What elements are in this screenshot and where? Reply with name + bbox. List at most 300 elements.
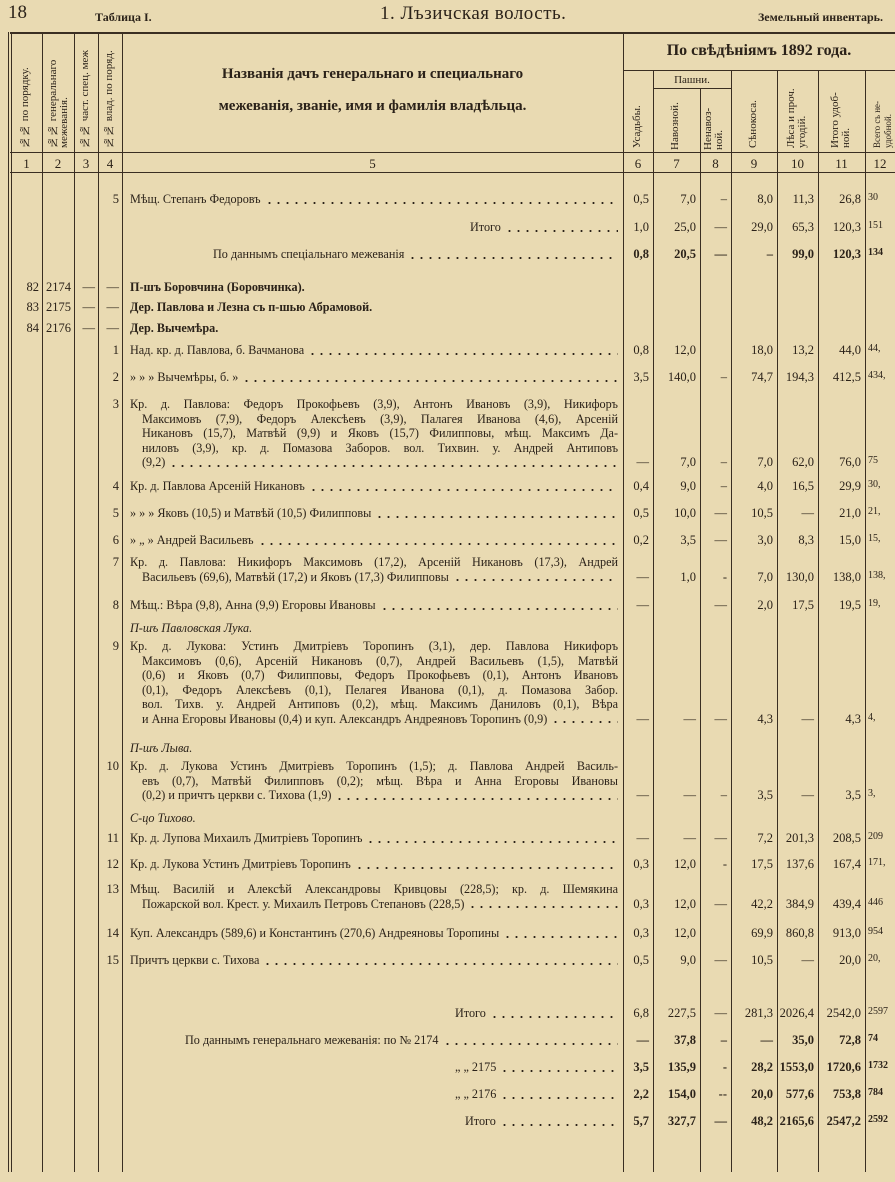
value-col12: 20, [868,953,881,964]
value-col12: 434, [868,370,886,381]
value-col8: - [722,857,727,871]
value-col11: 208,5 [832,831,861,845]
row-c1-number: 84 [26,321,39,335]
value-col6: 0,5 [633,192,649,206]
row-text-line: (0,6) и Яковъ (0,7) Филипповы, Федоръ Прокофьевъ (0,1), Антонъ Ивановъ [142,668,618,682]
dot-leader [453,572,618,582]
header-group-title: По свѣдѣніямъ 1892 года. [666,42,852,59]
row-text-line [142,897,618,912]
header-col3: №№ част. спец. меж [79,49,91,148]
row-text-line [130,343,618,358]
value-col7: 9,0 [680,953,696,967]
value-col7: 7,0 [680,455,696,469]
row-text-line [455,1006,618,1021]
value-col7: 1,0 [680,569,696,584]
value-col6: — [636,455,649,469]
row-c4-number: 11 [106,831,119,845]
value-col8: – [720,455,727,469]
row-text-line: Никановъ (15,7), Матвѣй (9,9) и Яковъ (15,7) Филипповы, мѣщ. Максимъ Да- [142,426,618,440]
value-col6: 0,5 [633,506,649,520]
row-text: Кр. д. Лупова Михаилъ Дмитріевъ Торопинъ [130,831,363,845]
value-col9: 28,2 [751,1060,773,1074]
value-col11: 913,0 [832,926,861,940]
value-col8: — [714,598,727,612]
left-border [8,32,9,1172]
value-col9: 29,0 [751,220,773,234]
value-col10: — [801,788,814,802]
value-col7: 10,0 [674,506,696,520]
row-text: Куп. Александръ (589,6) и Константинъ (270,6) Андреяновы Торопины [130,926,500,940]
row-text: По даннымъ генеральнаго межеванія: по № 2174 [185,1033,439,1047]
dot-leader [265,195,618,205]
value-col10: 130,0 [785,569,814,584]
value-col6: — [636,598,649,612]
col-divider [42,32,43,1172]
column-number: 8 [712,156,719,171]
value-col9: – [766,247,773,261]
value-col12: 209 [868,831,883,842]
row-text: „ „ 2176 [455,1087,497,1101]
value-col12: 3, [868,788,876,799]
value-col12: 30, [868,479,881,490]
dot-leader [258,536,618,546]
arable-rule [653,88,731,89]
value-col6: 0,2 [633,533,649,547]
value-col10: 65,3 [792,220,814,234]
value-col12: 30 [868,192,878,203]
header-col2: №№ генеральнаго межеванія. [47,59,70,148]
value-col9: 42,2 [751,896,773,911]
value-col11: 44,0 [839,343,861,357]
header-col4: №№ влад. по поряд. [103,50,115,148]
value-col10: 16,5 [792,479,814,493]
row-c4-number: — [106,300,119,314]
row-text-line: Кр. д. Павлова: Никифоръ Максимовъ (17,2), Арсеній Никановъ (17,3), Андрей [130,555,618,569]
row-text-line: П-шъ Павловская Лука. [130,621,253,635]
header-col12: Всего съ не- удобной. [872,100,893,148]
group-rule [623,70,895,71]
value-col11: 2542,0 [826,1006,861,1020]
row-c4-number: 1 [112,343,119,357]
row-text-line [142,788,618,803]
row-text-line: ниловъ (3,9), кр. д. Помазова Заборов. вол. Тихвин. у. Андрей Антиповъ [142,440,618,455]
row-c4-number: 3 [112,397,119,411]
value-col6: 0,3 [633,926,649,940]
row-c4-number: 10 [106,759,119,773]
dot-leader [408,250,618,260]
row-text: Над. кр. д. Павлова, б. Вачманова [130,343,305,357]
row-text-line [130,370,618,385]
table-label: Таблица I. [95,10,152,24]
row-c3-number: — [82,321,95,335]
row-c4-number: — [106,321,119,335]
row-text-line: Максимовъ (7,9), Федоръ Алексѣевъ (3,9), Палагея Иванова (4,6), Арсеній [142,411,618,426]
value-col12: 19, [868,598,881,609]
row-text: Пожарской вол. Крест. у. Михаилъ Петровъ Степановъ (228,5) [142,896,465,911]
value-col7: 9,0 [680,479,696,493]
value-col7: 135,9 [667,1060,696,1074]
value-col11: 412,5 [832,370,861,384]
col-divider [74,32,75,1172]
row-text-line: (0,1), Федоръ Алексѣевъ (0,1), Пелагея Иванова (0,1), д. Помазова Забор. [142,682,618,697]
value-col12: 171, [868,857,886,868]
row-c4-number: 4 [112,479,119,493]
value-col8: – [720,192,727,206]
value-col11: 167,4 [832,857,861,871]
dot-leader [490,1009,618,1019]
row-text-line: Мѣщ. Василій и Алексѣй Александровы Кривцовы (228,5); кр. д. Шемякина [130,882,618,896]
value-col10: 201,3 [785,831,814,845]
value-col10: 1553,0 [779,1060,814,1074]
row-c2-number: 2174 [46,280,71,294]
value-col11: 72,8 [839,1033,861,1047]
row-text: Итого [465,1114,496,1128]
header-col9: Сѣнокоса. [747,100,759,148]
value-col8: — [714,953,727,967]
value-col11: 26,8 [839,192,861,206]
value-col6: 0,8 [633,343,649,357]
value-col9: 17,5 [751,857,773,871]
value-col7: 3,5 [680,533,696,547]
row-c4-number: 9 [112,639,119,653]
row-text-line [130,926,618,941]
value-col10: 11,3 [792,192,814,206]
row-text-line [130,831,618,846]
column-number: 3 [82,156,90,171]
value-col8: -- [718,1087,727,1101]
dot-leader [355,860,618,870]
value-col12: 1732 [868,1060,888,1071]
value-col9: 7,2 [757,831,773,845]
value-col8: - [722,569,727,584]
row-text-line: евъ (0,7), Матвѣй Филипповъ (0,2); мѣщ. Вѣра и Анна Егоровы Ивановы [142,773,618,788]
value-col6: — [636,831,649,845]
row-text-line: Максимовъ (0,6), Арсеній Никановъ (0,7), Андрей Васильевъ (1,5), Матвѣй [142,653,618,668]
value-col8: — [714,1006,727,1020]
dot-leader [242,373,618,383]
row-c4-number: 14 [106,926,119,940]
dot-leader [468,899,618,909]
value-col6: — [636,788,649,802]
value-col8: — [714,533,727,547]
column-number: 12 [873,156,887,171]
header-col5-line2: межеванія, званіе, имя и фамилія владѣльца. [218,98,527,114]
value-col7: 140,0 [667,370,696,384]
value-col10: — [801,953,814,967]
row-text-line: Кр. д. Лукова Устинъ Дмитріевъ Торопинъ (1,5); д. Павлова Андрей Василь- [130,759,618,773]
column-number-rule [10,172,895,173]
value-col9: — [760,1033,773,1047]
value-col11: 4,3 [845,711,861,726]
value-col10: 384,9 [785,896,814,911]
value-col10: 137,6 [785,857,814,871]
value-col8: - [722,1060,727,1074]
value-col7: — [683,711,696,726]
dot-leader [366,834,618,844]
row-text-line: Кр. д. Павлова: Федоръ Прокофьевъ (3,9), Антонъ Ивановъ (3,9), Никифоръ [130,397,618,411]
row-text-line [130,953,618,968]
row-text: Мѣщ.: Вѣра (9,8), Анна (9,9) Егоровы Ивановы [130,598,376,612]
value-col9: 7,0 [757,569,773,584]
value-col11: 120,3 [832,247,861,261]
value-col6: 3,5 [633,1060,649,1074]
value-col9: 281,3 [744,1006,773,1020]
row-text-line: Кр. д. Лукова: Устинъ Дмитріевъ Торопинъ (3,1), дер. Павлова Никифоръ [130,639,618,653]
row-c1-number: 83 [26,300,39,314]
value-col12: 2597 [868,1006,888,1017]
volost-title: 1. Лъзичская волость. [380,3,567,24]
value-col12: 4, [868,711,876,723]
value-col10: 860,8 [785,926,814,940]
value-col8: — [714,506,727,520]
row-c1-number: 82 [26,280,39,294]
row-c4-number: 7 [112,555,119,569]
row-text-line [142,455,618,470]
value-col8: — [714,831,727,845]
value-col6: 6,8 [633,1006,649,1020]
value-col7: 20,5 [674,247,696,261]
page-number: 18 [8,2,27,23]
value-col6: — [636,711,649,726]
row-text-line: Дер. Павлова и Лезна съ п-шью Абрамовой. [130,300,373,314]
row-text-line [130,598,618,613]
row-text: Итого [455,1006,486,1020]
value-col12: 75 [868,455,878,466]
value-col12: 15, [868,533,881,544]
value-col12: 446 [868,896,883,908]
dot-leader [500,1090,618,1100]
row-text-line [130,506,618,521]
row-c4-number: 13 [106,882,119,896]
value-col7: — [683,831,696,845]
value-col10: 35,0 [792,1033,814,1047]
value-col10: 2165,6 [779,1114,814,1128]
value-col9: 18,0 [751,343,773,357]
dot-leader [308,346,618,356]
value-col10: — [801,711,814,726]
value-col6: 1,0 [633,220,649,234]
row-text: По даннымъ спеціальнаго межеванія [213,247,405,261]
row-text: Итого [470,220,501,234]
row-text-line: П-шъ Боровчина (Боровчинка). [130,280,305,294]
dot-leader [380,601,618,611]
row-c4-number: 12 [106,857,119,871]
value-col9: 8,0 [757,192,773,206]
header-col1: №№ по порядку. [19,67,31,148]
row-text-line [213,247,618,262]
column-number: 5 [369,156,376,171]
value-col12: 138, [868,569,886,581]
value-col12: 954 [868,926,883,937]
value-col12: 134 [868,247,883,258]
col-divider [865,70,866,1172]
value-col11: 19,5 [839,598,861,612]
value-col11: 120,3 [832,220,861,234]
value-col11: 2547,2 [826,1114,861,1128]
col-divider [122,32,123,1172]
row-text: Мѣщ. Степанъ Федоровъ [130,192,261,206]
value-col7: 25,0 [674,220,696,234]
row-text: Кр. д. Павлова Арсеній Никановъ [130,479,305,493]
row-text: „ „ 2175 [455,1060,497,1074]
dot-leader [551,714,618,724]
value-col11: 753,8 [832,1087,861,1101]
row-text: Кр. д. Лукова Устинъ Дмитріевъ Торопинъ [130,857,351,871]
value-col6: — [636,1033,649,1047]
value-col11: 3,5 [845,788,861,802]
value-col12: 2592 [868,1114,888,1125]
value-col9: 74,7 [751,370,773,384]
value-col6: 0,8 [633,247,649,261]
value-col11: 138,0 [832,569,861,584]
section-title: Земельный инвентарь. [757,10,883,24]
value-col6: 0,4 [633,479,649,493]
column-number: 11 [835,156,848,171]
value-col11: 29,9 [839,479,861,493]
value-col10: 62,0 [792,455,814,469]
value-col9: 4,3 [757,711,773,726]
value-col7: 327,7 [667,1114,696,1128]
header-col11: Итого удоб- ной. [829,92,852,148]
value-col11: 15,0 [839,533,861,547]
value-col12: 784 [868,1087,883,1098]
row-text-line: П-шъ Лыва. [130,741,193,755]
header-col7: Навозной. [669,102,681,150]
row-c4-number: — [106,280,119,294]
value-col12: 74 [868,1033,878,1044]
row-text-line: Дер. Вычемѣра. [130,321,219,335]
column-number: 4 [106,156,114,171]
value-col11: 20,0 [839,953,861,967]
row-text: и Анна Егоровы Ивановы (0,4) и куп. Александръ Андреяновъ Торопинъ (0,9) [142,711,548,726]
row-text: (9,2) [142,455,166,469]
value-col6: 2,2 [633,1087,649,1101]
value-col9: 7,0 [757,455,773,469]
row-text-line [130,192,618,207]
header-bottom-rule [10,152,895,153]
row-text-line [470,220,618,235]
value-col8: — [714,1114,727,1128]
column-number: 1 [23,156,30,171]
value-col12: 44, [868,343,881,354]
value-col6: 0,3 [633,857,649,871]
value-col11: 1720,6 [826,1060,861,1074]
value-col6: 0,5 [633,953,649,967]
value-col12: 21, [868,506,881,517]
value-col8: – [720,1033,727,1047]
row-text-line [455,1087,618,1102]
dot-leader [263,956,618,966]
value-col8: – [720,370,727,384]
row-c2-number: 2176 [46,321,71,335]
row-text-line: вол. Тихв. у. Андрей Антиповъ (0,2), мѣщ. Максимъ Даниловъ (0,1), Вѣра [142,697,618,711]
dot-leader [503,929,618,939]
value-col9: 2,0 [757,598,773,612]
value-col6: — [636,569,649,584]
dot-leader [309,482,618,492]
value-col8: — [714,896,727,911]
row-c4-number: 8 [112,598,119,612]
value-col11: 439,4 [832,896,861,911]
value-col9: 4,0 [757,479,773,493]
row-c2-number: 2175 [46,300,71,314]
value-col8: – [720,788,727,802]
row-text-line [142,570,618,585]
value-col10: 13,2 [792,343,814,357]
value-col7: 227,5 [667,1006,696,1020]
value-col7: 12,0 [674,896,696,911]
value-col8: — [714,711,727,726]
value-col8: — [714,247,727,261]
row-c3-number: — [82,280,95,294]
value-col6: 3,5 [633,370,649,384]
row-text: Васильевъ (69,6), Матвѣй (17,2) и Яковъ (17,3) Филипповы [142,569,449,584]
value-col9: 10,5 [751,506,773,520]
row-c4-number: 6 [112,533,119,547]
row-text-line [130,533,618,548]
row-text: » » » Вычемѣры, б. » [130,370,239,384]
header-col10: Лѣса и проч. угодій. [785,88,808,148]
top-rule [10,32,895,34]
row-text-line: С-цо Тихово. [130,811,196,825]
dot-leader [500,1117,618,1127]
row-text: » „ » Андрей Васильевъ [130,533,254,547]
header-arable-group: Пашни. [674,74,710,86]
column-number: 10 [791,156,804,171]
value-col10: 99,0 [792,247,814,261]
value-col6: 5,7 [633,1114,649,1128]
dot-leader [500,1063,618,1073]
dot-leader [375,509,618,519]
row-c4-number: 2 [112,370,119,384]
value-col10: 194,3 [785,370,814,384]
value-col10: 2026,4 [779,1006,814,1020]
header-col6: Усадьбы. [631,105,643,148]
value-col9: 20,0 [751,1087,773,1101]
value-col6: 0,3 [633,896,649,911]
dot-leader [505,223,618,233]
value-col12: 151 [868,220,883,231]
row-text-line [465,1114,618,1129]
value-col9: 10,5 [751,953,773,967]
dot-leader [335,791,618,801]
value-col7: 7,0 [680,192,696,206]
header-col8: Ненавоз- ной. [702,107,725,150]
value-col9: 48,2 [751,1114,773,1128]
column-number: 6 [634,156,642,171]
value-col10: 17,5 [792,598,814,612]
row-text-line [185,1033,618,1048]
row-c4-number: 15 [106,953,119,967]
row-text-line [130,479,618,494]
value-col7: 12,0 [674,343,696,357]
value-col7: 37,8 [674,1033,696,1047]
value-col11: 76,0 [839,455,861,469]
value-col9: 3,5 [757,788,773,802]
row-text: (0,2) и причтъ церкви с. Тихова (1,9) [142,788,332,802]
row-text-line [130,857,618,872]
value-col7: — [683,788,696,802]
row-text: Причтъ церкви с. Тихова [130,953,260,967]
value-col8: — [714,220,727,234]
value-col11: 21,0 [839,506,861,520]
value-col7: 12,0 [674,926,696,940]
value-col9: 69,9 [751,926,773,940]
value-col7: 12,0 [674,857,696,871]
value-col7: 154,0 [667,1087,696,1101]
value-col10: 8,3 [798,533,814,547]
column-number: 9 [750,156,758,171]
